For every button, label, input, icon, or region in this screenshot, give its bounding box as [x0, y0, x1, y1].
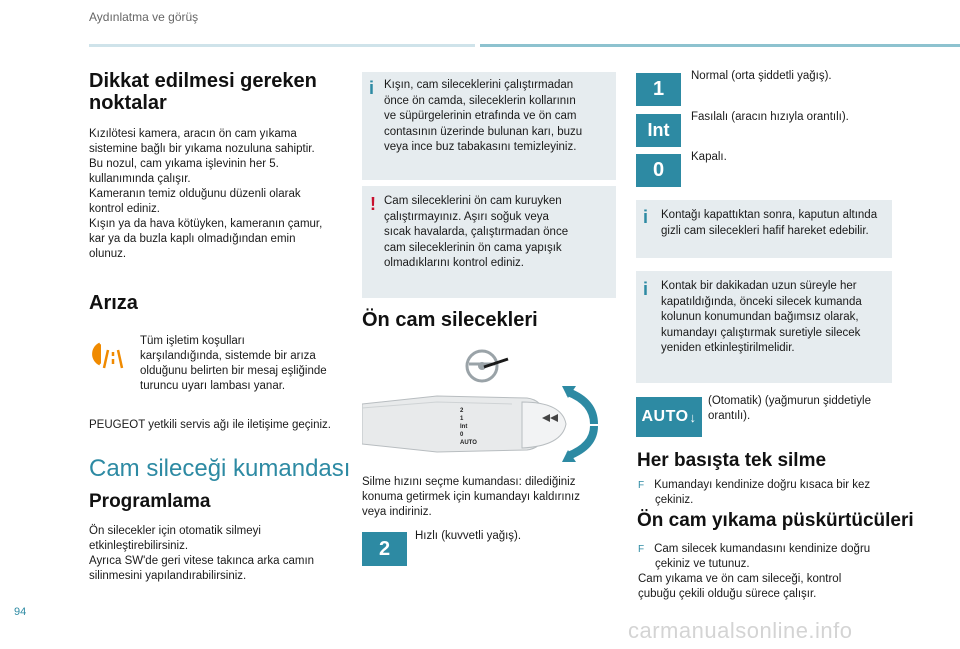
dikkat-paragraph: [89, 127, 349, 262]
dry-windscreen-warning-box: [362, 186, 616, 298]
position-0-badge: 0: [636, 154, 681, 187]
text-line: cam sileceklerinin ön cama yapışık: [384, 241, 562, 254]
stalk-label-1: 1: [460, 416, 464, 422]
page-number: 94: [14, 606, 27, 618]
text-line: silinmesini yapılandırabilirsiniz.: [89, 570, 247, 582]
wiper-stalk-illustration: [362, 342, 612, 467]
text-line: Cam yıkama ve ön cam sileceği, kontrol: [638, 573, 842, 585]
rotate-arrows-icon: [562, 386, 594, 462]
hizli-text: Hızlı (kuvvetli yağış).: [415, 530, 522, 542]
info-icon: i: [643, 279, 649, 299]
programlama-title: Programlama: [89, 491, 211, 512]
text-line: kumandayı çalıştırmak suretiyle silecek: [661, 326, 861, 339]
bullet-icon: F: [638, 480, 645, 491]
header-divider-accent: [480, 44, 960, 47]
text-line: Silme hızını seçme kumandası: dilediğiniz: [362, 476, 576, 488]
on-cam-silecekleri-title: Ön cam silecekleri: [362, 309, 538, 331]
text-line: kullanımında çalışır.: [89, 173, 191, 185]
ignition-off-info-box: [636, 200, 892, 258]
yikama-paragraph: [638, 542, 898, 602]
stalk-label-2: 2: [460, 408, 464, 414]
text-line: çekiniz ve tutunuz.: [655, 558, 750, 570]
text-line: yeniden etkinleştirilmelidir.: [661, 342, 795, 354]
kapali-text: Kapalı.: [691, 151, 727, 163]
text-line: etkinleştirebilirsiniz.: [89, 540, 189, 552]
tek-silme-title: Her basışta tek silme: [637, 450, 827, 471]
text-line: olduğunu belirten bir mesaj eşliğinde: [140, 365, 327, 377]
text-line: sıcak havalarda, çalıştırmadan önce: [384, 226, 569, 238]
text-line: olmadıklarını kontrol ediniz.: [384, 257, 524, 269]
section-header: Aydınlatma ve görüş: [89, 10, 199, 24]
text-line: Kontağı kapattıktan sonra, kaputun altında: [661, 209, 878, 221]
text-line: önce ön camda, sileceklerin kollarının: [384, 94, 576, 107]
info-icon: i: [369, 78, 375, 98]
text-line: kar ya da buzla kaplı olmadığından emin: [89, 233, 296, 245]
cam-silecegi-title: Cam sileceği kumandası: [89, 455, 351, 482]
text-line: orantılı).: [708, 410, 751, 422]
header-divider: [89, 44, 475, 47]
text-line: Cam sileceklerini ön cam kuruyken: [384, 195, 562, 207]
text-line: gizli cam silecekleri hafif hareket edebilir.: [661, 224, 869, 237]
silme-hizi-paragraph: [362, 475, 618, 520]
stalk-label-int: Int: [460, 424, 468, 430]
position-1-badge: 1: [636, 73, 681, 106]
text-line: Kızılötesi kamera, aracın ön cam yıkama: [89, 128, 297, 140]
text-line: Bu nozul, cam yıkama işlevinin her 5.: [89, 158, 279, 170]
watermark: carmanualsonline.info: [628, 618, 853, 643]
text-line: contasının üzerinde bulunan karı, buzu: [384, 125, 583, 138]
text-line: veya indiriniz.: [362, 506, 432, 518]
text-line: ve süpürgelerinin etrafında ve ön cam: [384, 110, 577, 122]
info-icon: i: [643, 207, 649, 227]
text-line: kolunun konumundan bağımsız olarak,: [661, 311, 859, 323]
programlama-paragraph: [89, 524, 359, 584]
normal-text: Normal (orta şiddetli yağış).: [691, 70, 832, 82]
auto-paragraph: [708, 394, 893, 424]
winter-info-box: [362, 72, 616, 180]
text-line: çubuğu çekili olduğu sürece çalışır.: [638, 588, 817, 600]
stalk-label-auto: AUTO: [460, 440, 477, 446]
text-line: Cam silecek kumandasını kendinize doğru: [654, 543, 871, 555]
auto-badge-label: AUTO: [641, 408, 689, 425]
text-line: kapatıldığında, önceki silecek kumanda: [661, 295, 862, 308]
text-line: Kameranın temiz olduğunu düzenli olarak: [89, 188, 301, 200]
text-line: turuncu uyarı lambası yanar.: [140, 380, 286, 392]
text-line: kontrol ediniz.: [89, 203, 160, 215]
text-line: olunuz.: [89, 248, 127, 260]
text-line: (Otomatik) (yağmurun şiddetiyle: [708, 395, 871, 407]
text-line: sistemine bağlı bir yıkama nozuluna sahiptir.: [89, 143, 315, 155]
text-line: Tüm işletim koşulları: [140, 335, 245, 347]
tek-silme-paragraph: [638, 478, 898, 508]
peugeot-contact-text: PEUGEOT yetkili servis ağı ile iletişime geçiniz.: [89, 419, 331, 431]
text-line: Kışın ya da hava kötüyken, kameranın çamur,: [89, 218, 323, 230]
reactivation-info-box: [636, 271, 892, 383]
dikkat-heading-block: [89, 70, 329, 114]
auto-position-badge: [636, 397, 702, 437]
text-line: çekiniz.: [655, 494, 694, 506]
dikkat-title: Dikkat edilmesi gereken noktalar: [89, 70, 317, 114]
bullet-icon: F: [638, 544, 645, 555]
text-line: Ön silecekler için otomatik silmeyi: [89, 525, 261, 537]
ariza-title: Arıza: [89, 292, 138, 314]
stalk-label-0: 0: [460, 432, 464, 438]
fasilali-text: Fasılalı (aracın hızıyla orantılı).: [691, 111, 849, 123]
text-line: Kışın, cam sileceklerini çalıştırmadan: [384, 79, 574, 91]
text-line: Kontak bir dakikadan uzun süreyle her: [661, 280, 857, 292]
position-2-badge: 2: [362, 532, 407, 566]
camera-fault-warning-icon: [92, 338, 128, 377]
ariza-paragraph: [140, 334, 350, 394]
text-line: karşılandığında, sistemde bir arıza: [140, 350, 316, 362]
text-line: veya ince buz tabakasını temizleyiniz.: [384, 141, 577, 153]
text-line: çalıştırmayınız. Aşırı soğuk veya: [384, 210, 549, 223]
yikama-title: Ön cam yıkama püskürtücüleri: [637, 510, 914, 531]
warning-icon: !: [370, 194, 376, 214]
text-line: konuma getirmek için kumandayı kaldırınız: [362, 491, 580, 503]
text-line: Ayrıca SW'de geri vitese takınca arka camın: [89, 555, 315, 567]
position-int-badge: Int: [636, 114, 681, 147]
text-line: Kumandayı kendinize doğru kısaca bir kez: [654, 479, 871, 491]
arrow-down-icon: ↓: [689, 409, 697, 425]
steering-wheel-icon: [467, 351, 508, 381]
